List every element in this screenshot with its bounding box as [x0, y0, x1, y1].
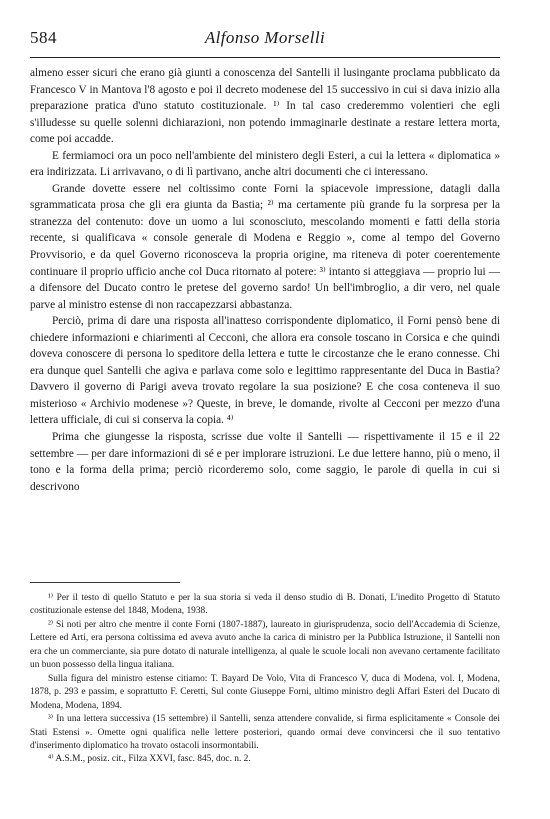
body-text: [30, 65, 500, 495]
paragraph: Prima che giungesse la risposta, scrisse due volte il Santelli — rispettivamente il 15 e il 22 settembre — per dare informazioni di sé e per implorare istruzioni. Le due lettere hanno, più o meno, il tono e la forma della prima; perciò ricorderemo solo, come saggio, le parole di quella in cui si descrivono: [30, 431, 500, 493]
paragraph: almeno esser sicuri che erano già giunti a conoscenza del Santelli il lusingante proclama pubblicato da Francesco V in Mantova l'8 agosto e poi il decreto modenese del 15 successivo in cui si dava inizio alla preparazione pratica d'uno statuto costituzionale. ¹⁾ In tal caso crederemmo volentieri che egli s'illudesse su quelle solenni dichiarazioni, non potendo immaginarle destinate a restare lettera morta, come poi accadde.: [30, 67, 500, 146]
running-head: Alfonso Morselli: [204, 28, 326, 47]
footnote: ²⁾ Si noti per altro che mentre il conte Forni (1807-1887), laureato in giurisprudenza, socio dell'Accademia di Scienze, Lettere ed Arti, era persona coltissima ed aveva avuto anche la carica di ministro per la Pubblica Istruzione, il Santelli non era che un commerciante, sia pure dotato di naturale intelligenza, al quale le scuole locali non avevano certamente facilitato un buon possesso della lingua italiana.: [30, 619, 500, 671]
footnote: ⁴⁾ A.S.M., posiz. cit., Filza XXVI, fasc. 845, doc. n. 2.: [48, 754, 251, 765]
footnote-rule: [30, 582, 180, 583]
header-rule: [30, 57, 500, 58]
footnote: ¹⁾ Per il testo di quello Statuto e per la sua storia si veda il denso studio di B. Donati, L'inedito Progetto di Statuto costituzionale estense del 1848, Modena, 1938.: [30, 593, 500, 617]
footnote: ³⁾ In una lettera successiva (15 settembre) il Santelli, senza attendere convalide, si firma esplicitamente « Console dei Stati Estensi ». Omette ogni qualifica nelle lettere posteriori, quando ormai deve convincersi che il suo tentativo d'inserimento diplomatico ha trovato ostacoli insormontabili.: [30, 714, 500, 751]
paragraph: E fermiamoci ora un poco nell'ambiente del ministero degli Esteri, a cui la lettera « diplomatica » era indirizzata. Li arrivavano, o di lì partivano, anche altri documenti che ci interessano.: [30, 149, 500, 179]
paragraph: Grande dovette essere nel coltissimo conte Forni la spiacevole impressione, datagli dalla sgrammaticata prosa che gli era giunta da Bastia; ²⁾ ma certamente più grande fu la sorpresa per la stranezza del contenuto: dove un uomo a lui sconosciuto, mescolando momenti e fatti della storia recente, si qualificava « console generale di Modena e Reggio », come al tempo del Governo Provvisorio, e da quel Governo riconosceva la propria origine, ma riteneva di poter coerentemente continuare il proprio ufficio anche col Duca ritornato al potere: ³⁾ intanto si atteggiava — proprio lui — a difensore del Ducato contro le pretese del governo sardo! Un bell'imbroglio, a dir vero, nel quale parve al ministro estense di non raccapezzarsi abbastanza.: [30, 182, 500, 311]
paragraph: Perciò, prima di dare una risposta all'inatteso corrispondente diplomatico, il Forni pensò bene di chiedere informazioni e chiarimenti al Cecconi, che allora era console toscano in Corsica e che quindi doveva conoscere di persona lo speditore della lettera e tutte le circostanze che le erano connesse. Chi era dunque quel Santelli che agiva e parlava come solo e legittimo rappresentante del Duca in Bastia? Davvero il governo di Parigi aveva trovato regolare la sua posizione? E che cosa conteneva il suo misterioso « Archivio modenese »? Queste, in breve, le domande, rivolte al Cecconi per mezzo d'una lettera ufficiale, di cui si conserva la copia. ⁴⁾: [30, 315, 500, 427]
page-number: 584: [30, 28, 57, 47]
footnotes: [30, 590, 500, 767]
page-header: [30, 28, 500, 54]
footnote: Sulla figura del ministro estense citiamo: T. Bayard De Volo, Vita di Francesco V, duca di Modena, vol. I, Modena, 1878, p. 293 e passim, e soprattutto F. Ceretti, Sul conte Giuseppe Forni, ultimo ministro degli Affari Esteri del Ducato di Modena, Modena, 1894.: [30, 673, 500, 711]
